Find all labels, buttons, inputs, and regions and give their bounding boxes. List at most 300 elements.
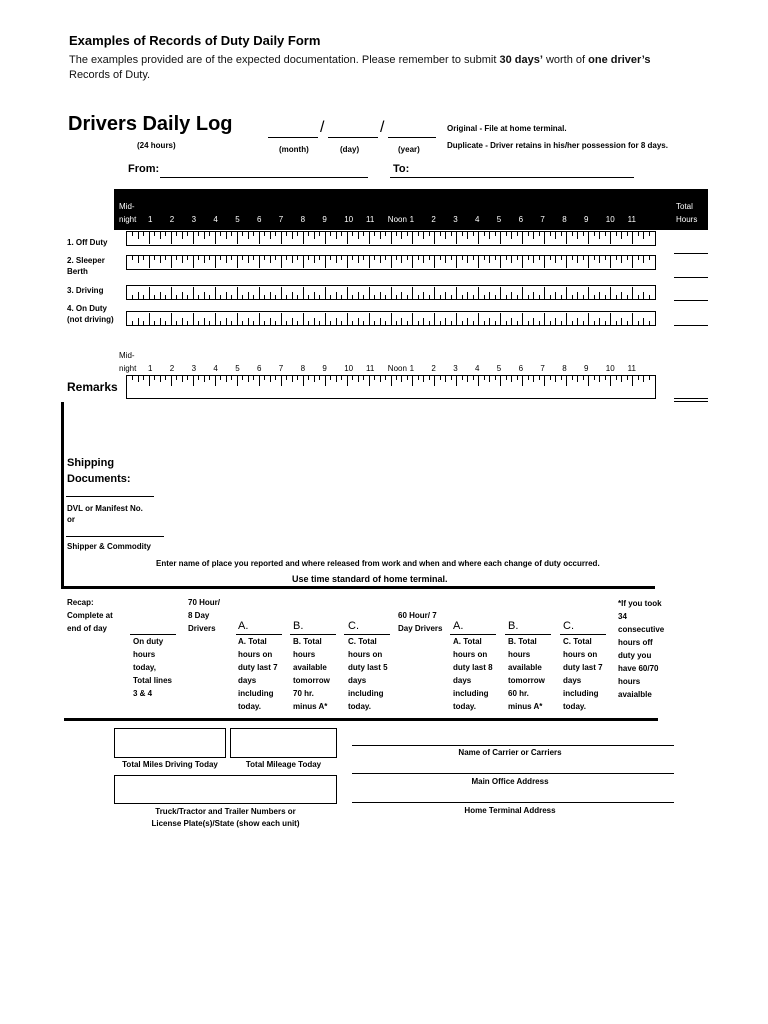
grid-tick (237, 287, 238, 299)
grid-tick (550, 256, 551, 260)
hour-label: 4 (475, 364, 480, 373)
recap-line-text: days (238, 676, 257, 685)
grid-tick (176, 232, 177, 236)
grid-tick (308, 295, 309, 299)
grid-tick (588, 376, 589, 386)
grid-tick (242, 376, 243, 380)
grid-tick (605, 376, 606, 380)
grid-tick (237, 232, 238, 244)
recap-line-text: hours on (348, 650, 383, 659)
grid-tick (627, 376, 628, 380)
grid-tick (165, 256, 166, 260)
hour-label: 6 (257, 364, 262, 373)
dvl-label: DVL or Manifest No. or (67, 504, 143, 524)
date-slash: / (320, 119, 325, 136)
grid-tick (440, 232, 441, 236)
grid-tick (451, 232, 452, 236)
year-label: (year) (398, 145, 420, 154)
total-hours-field[interactable] (674, 277, 708, 278)
grid-tick (198, 321, 199, 325)
grid-tick (182, 232, 183, 239)
grid-tick (330, 376, 331, 380)
grid-tick (149, 287, 150, 299)
grid-tick (588, 313, 589, 325)
grid-tick (495, 232, 496, 236)
grid-remarks[interactable] (126, 375, 656, 399)
grid-tick (330, 256, 331, 260)
home-terminal-field[interactable] (352, 802, 674, 803)
grid-tick (572, 376, 573, 380)
grid-tick (165, 295, 166, 299)
grid-tick (369, 232, 370, 244)
hour-label: 4 (213, 364, 218, 373)
grid-tick (632, 313, 633, 325)
carrier-field[interactable] (352, 745, 674, 746)
total-miles-box[interactable] (114, 728, 226, 758)
recap-line-text: hours (508, 650, 531, 659)
grid-tick (314, 318, 315, 325)
midnight-label: Mid- (119, 351, 135, 360)
recap-line-text: duty last 5 (348, 663, 388, 672)
grid-tick (286, 256, 287, 260)
grid-tick (264, 376, 265, 380)
grid-tick (380, 292, 381, 299)
grid-tick (253, 321, 254, 325)
grid-tick (495, 321, 496, 325)
grid-tick (555, 376, 556, 382)
grid-tick (154, 295, 155, 299)
grid-tick (314, 256, 315, 263)
grid-tick (182, 292, 183, 299)
grid-tick (522, 232, 523, 244)
grid-tick (149, 376, 150, 386)
to-field[interactable] (390, 177, 634, 178)
grid-tick (231, 295, 232, 299)
month-label: (month) (279, 145, 309, 154)
grid-tick (583, 321, 584, 325)
recap-line-text: today. (238, 702, 261, 711)
grid-tick (544, 232, 545, 244)
grid-tick (550, 321, 551, 325)
truck-numbers-label: Truck/Tractor and Trailer Numbers or License Plate(s)/State (show each unit) (151, 807, 300, 828)
grid-tick (171, 376, 172, 386)
recap-border-bottom (64, 718, 658, 721)
grid-tick (314, 232, 315, 239)
grid-tick (627, 256, 628, 260)
grid-tick (193, 256, 194, 268)
grid-tick (583, 232, 584, 236)
grid-tick (308, 232, 309, 236)
hour-label: 1 (409, 215, 415, 224)
grid-tick (506, 321, 507, 325)
grid-tick (380, 318, 381, 325)
grid-tick (391, 376, 392, 386)
grid-tick (649, 232, 650, 236)
grid-tick (495, 256, 496, 260)
grid-tick (583, 295, 584, 299)
grid-tick (369, 256, 370, 268)
grid-tick (292, 318, 293, 325)
grid-tick (132, 376, 133, 380)
grid-tick (347, 256, 348, 268)
grid-tick (292, 376, 293, 382)
grid-tick (473, 321, 474, 325)
grid-tick (396, 295, 397, 299)
grid-tick (242, 232, 243, 236)
grid-tick (528, 376, 529, 380)
grid-tick (533, 376, 534, 382)
grid-tick (369, 287, 370, 299)
grid-tick (297, 232, 298, 236)
grid-tick (401, 256, 402, 263)
grid-tick (517, 295, 518, 299)
grid-tick (352, 321, 353, 325)
grid-tick (308, 256, 309, 260)
grid-tick (187, 376, 188, 380)
grid-tick (594, 256, 595, 260)
total-hours-label: Hours (676, 215, 698, 224)
grid-tick (407, 376, 408, 380)
grid-tick (363, 232, 364, 236)
hour-label: 11 (627, 215, 636, 224)
grid-tick (412, 376, 413, 386)
midnight-label: Mid- (119, 202, 135, 211)
grid-tick (462, 256, 463, 260)
hour-label: 8 (562, 215, 567, 224)
home-terminal-label: Home Terminal Address (464, 806, 556, 815)
hour-label: 3 (453, 364, 458, 373)
grid-tick (621, 256, 622, 263)
grid-tick (231, 256, 232, 260)
truck-numbers-box[interactable] (114, 775, 337, 804)
recap-line-text: today. (563, 702, 586, 711)
grid-tick (489, 318, 490, 325)
grid-tick (303, 376, 304, 386)
col-c-60-text (563, 635, 603, 713)
grid-tick (418, 321, 419, 325)
grid-tick (281, 256, 282, 268)
grid-tick (627, 321, 628, 325)
grid-tick (506, 256, 507, 260)
grid-tick (528, 295, 529, 299)
grid-driving[interactable] (126, 285, 656, 300)
total-mileage-label: Total Mileage Today (245, 760, 322, 769)
grid-tick (621, 376, 622, 382)
recap-line-text: B. Total (293, 637, 322, 646)
total-hours-field[interactable] (674, 300, 708, 301)
hour-label: 3 (191, 364, 197, 373)
grid-tick (544, 313, 545, 325)
grid-tick (209, 256, 210, 260)
grid-tick (522, 256, 523, 268)
grid-tick (220, 295, 221, 299)
grid-tick (242, 256, 243, 260)
hour-label: 7 (540, 364, 545, 373)
hour-label: 10 (344, 364, 354, 373)
grid-tick (599, 256, 600, 263)
grid-tick (138, 256, 139, 263)
hour-label: 7 (278, 215, 284, 224)
grid-tick (605, 321, 606, 325)
grid-tick (292, 292, 293, 299)
grid-tick (336, 376, 337, 382)
grid-tick (616, 256, 617, 260)
grid-tick (649, 256, 650, 260)
grid-tick (138, 318, 139, 325)
grid-tick (358, 232, 359, 239)
grid-tick (226, 318, 227, 325)
grid-tick (555, 292, 556, 299)
grid-tick (627, 295, 628, 299)
grid-tick (374, 376, 375, 380)
col-a-60-text (453, 635, 493, 713)
grid-tick (270, 376, 271, 382)
recap-line-text: On duty (133, 637, 164, 646)
grid-tick (566, 232, 567, 244)
grid-tick (385, 295, 386, 299)
grid-tick (583, 256, 584, 260)
grid-tick (385, 376, 386, 380)
main-office-field[interactable] (352, 773, 674, 774)
hour-label: 8 (300, 215, 306, 224)
grid-tick (187, 321, 188, 325)
year-field[interactable] (388, 137, 436, 138)
grid-tick (539, 232, 540, 236)
grid-tick (500, 376, 501, 386)
grid-tick (401, 292, 402, 299)
grid-tick (418, 376, 419, 380)
hour-label: 9 (584, 215, 589, 224)
grid-tick (445, 292, 446, 299)
grid-tick (616, 376, 617, 380)
grid-tick (138, 292, 139, 299)
grid-sleeper-berth[interactable] (126, 255, 656, 270)
date-slash: / (380, 119, 385, 136)
grid-tick (253, 295, 254, 299)
grid-tick (380, 376, 381, 382)
grid-tick (374, 321, 375, 325)
grid-tick (248, 292, 249, 299)
grid-tick (242, 295, 243, 299)
total-hours-field[interactable] (674, 325, 708, 326)
remarks-divider (468, 586, 654, 588)
grid-tick (138, 232, 139, 239)
grid-tick (528, 232, 529, 236)
grid-tick (132, 256, 133, 260)
grid-tick (407, 321, 408, 325)
month-field[interactable] (268, 137, 318, 138)
grid-tick (303, 256, 304, 268)
recap-line-text: hours on (453, 650, 488, 659)
grid-tick (209, 321, 210, 325)
70-hour-label: 70 Hour/ 8 Day Drivers (188, 598, 221, 633)
grid-tick (303, 313, 304, 325)
recap-line-text: including (563, 689, 599, 698)
grid-tick (423, 318, 424, 325)
grid-tick (204, 376, 205, 382)
grid-tick (434, 287, 435, 299)
grid-tick (401, 232, 402, 239)
grid-tick (412, 313, 413, 325)
grid-tick (561, 232, 562, 236)
grid-tick (275, 232, 276, 236)
grid-tick (643, 256, 644, 263)
grid-tick (407, 256, 408, 260)
grid-tick (429, 321, 430, 325)
col-c-70-text (348, 635, 388, 713)
row-label-on-duty: 4. On Duty (not driving) (67, 304, 114, 324)
grid-tick (336, 256, 337, 263)
grid-tick (363, 321, 364, 325)
grid-tick (215, 287, 216, 299)
grid-tick (374, 295, 375, 299)
midnight-label: night (119, 364, 137, 373)
grid-tick (605, 256, 606, 260)
col-a-70-text (238, 635, 278, 713)
recap-line-text: 34 (618, 612, 627, 621)
grid-on-duty[interactable] (126, 311, 656, 326)
grid-tick (215, 256, 216, 268)
instructions-line1: Enter name of place you reported and where released from work and when and where each change of duty occurred. (156, 559, 600, 568)
timeline-header-bar (114, 189, 708, 230)
grid-tick (599, 232, 600, 239)
grid-tick (226, 376, 227, 382)
grid-tick (325, 256, 326, 268)
remarks-total-line (674, 398, 708, 399)
grid-tick (264, 321, 265, 325)
grid-tick (204, 318, 205, 325)
grid-tick (385, 232, 386, 236)
grid-tick (259, 256, 260, 268)
grid-tick (649, 321, 650, 325)
grid-tick (434, 376, 435, 386)
grid-tick (550, 376, 551, 380)
grid-tick (423, 376, 424, 382)
grid-tick (484, 295, 485, 299)
grid-tick (478, 232, 479, 244)
grid-tick (215, 232, 216, 244)
grid-tick (594, 232, 595, 236)
grid-tick (198, 376, 199, 380)
recap-line-text: duty last 7 (563, 663, 603, 672)
grid-tick (171, 287, 172, 299)
grid-tick (484, 232, 485, 236)
shipping-docs-field[interactable] (66, 496, 154, 497)
day-field[interactable] (328, 137, 378, 138)
grid-tick (336, 292, 337, 299)
total-mileage-box[interactable] (230, 728, 337, 758)
grid-tick (539, 376, 540, 380)
grid-tick (138, 376, 139, 382)
grid-tick (517, 376, 518, 380)
grid-tick (204, 292, 205, 299)
grid-tick (539, 295, 540, 299)
grid-tick (385, 256, 386, 260)
grid-tick (160, 232, 161, 239)
row-label-off-duty: 1. Off Duty (67, 238, 108, 247)
grid-tick (577, 256, 578, 263)
grid-tick (577, 232, 578, 239)
grid-tick (429, 256, 430, 260)
grid-tick (478, 287, 479, 299)
total-hours-field[interactable] (674, 253, 708, 254)
col-a-70: A. (238, 620, 249, 632)
grid-tick (462, 295, 463, 299)
grid-tick (500, 256, 501, 268)
shipper-label: Shipper & Commodity (67, 542, 152, 551)
grid-tick (638, 232, 639, 236)
grid-tick (259, 287, 260, 299)
grid-tick (259, 313, 260, 325)
grid-tick (347, 232, 348, 244)
intro-text: The examples provided are of the expected documentation. Please remember to submit 30 days’ worth of one driver’s Records of Duty. (69, 54, 651, 81)
grid-tick (193, 376, 194, 386)
grid-tick (297, 376, 298, 380)
grid-tick (500, 313, 501, 325)
grid-tick (451, 376, 452, 380)
hour-label: 4 (475, 215, 480, 224)
grid-tick (588, 287, 589, 299)
grid-tick (352, 232, 353, 236)
grid-tick (566, 287, 567, 299)
grid-tick (160, 292, 161, 299)
grid-tick (237, 256, 238, 268)
grid-tick (440, 295, 441, 299)
grid-tick (500, 232, 501, 244)
page-title: Examples of Records of Duty Daily Form (69, 33, 321, 48)
recap-line-text: B. Total (508, 637, 537, 646)
grid-tick (154, 232, 155, 236)
hour-label: 8 (300, 364, 306, 373)
grid-tick (533, 318, 534, 325)
grid-off-duty[interactable] (126, 231, 656, 246)
recap-line-text: *If you took (618, 599, 662, 608)
grid-tick (616, 295, 617, 299)
grid-tick (325, 376, 326, 386)
carrier-label: Name of Carrier or Carriers (458, 748, 562, 757)
grid-tick (253, 256, 254, 260)
grid-tick (566, 313, 567, 325)
hour-label: 6 (257, 215, 262, 224)
hour-label: Noon (387, 215, 407, 224)
grid-tick (506, 232, 507, 236)
grid-tick (193, 232, 194, 244)
grid-tick (528, 321, 529, 325)
grid-tick (649, 376, 650, 380)
grid-tick (204, 232, 205, 239)
grid-tick (605, 295, 606, 299)
grid-tick (259, 376, 260, 386)
hour-label: 6 (518, 215, 524, 224)
grid-tick (363, 376, 364, 380)
grid-tick (176, 256, 177, 260)
duplicate-note: Duplicate - Driver retains in his/her possession for 8 days. (447, 141, 668, 150)
shipper-field[interactable] (66, 536, 164, 537)
grid-tick (193, 313, 194, 325)
grid-tick (407, 232, 408, 236)
grid-tick (396, 376, 397, 380)
grid-tick (374, 256, 375, 260)
grid-tick (429, 376, 430, 380)
grid-tick (555, 318, 556, 325)
grid-tick (336, 232, 337, 239)
to-label: To: (393, 163, 410, 175)
hour-label: Noon (387, 364, 407, 373)
from-field[interactable] (160, 177, 368, 178)
grid-tick (638, 376, 639, 380)
row-label-sleeper-berth: 2. Sleeper Berth (67, 256, 105, 276)
grid-tick (215, 376, 216, 386)
